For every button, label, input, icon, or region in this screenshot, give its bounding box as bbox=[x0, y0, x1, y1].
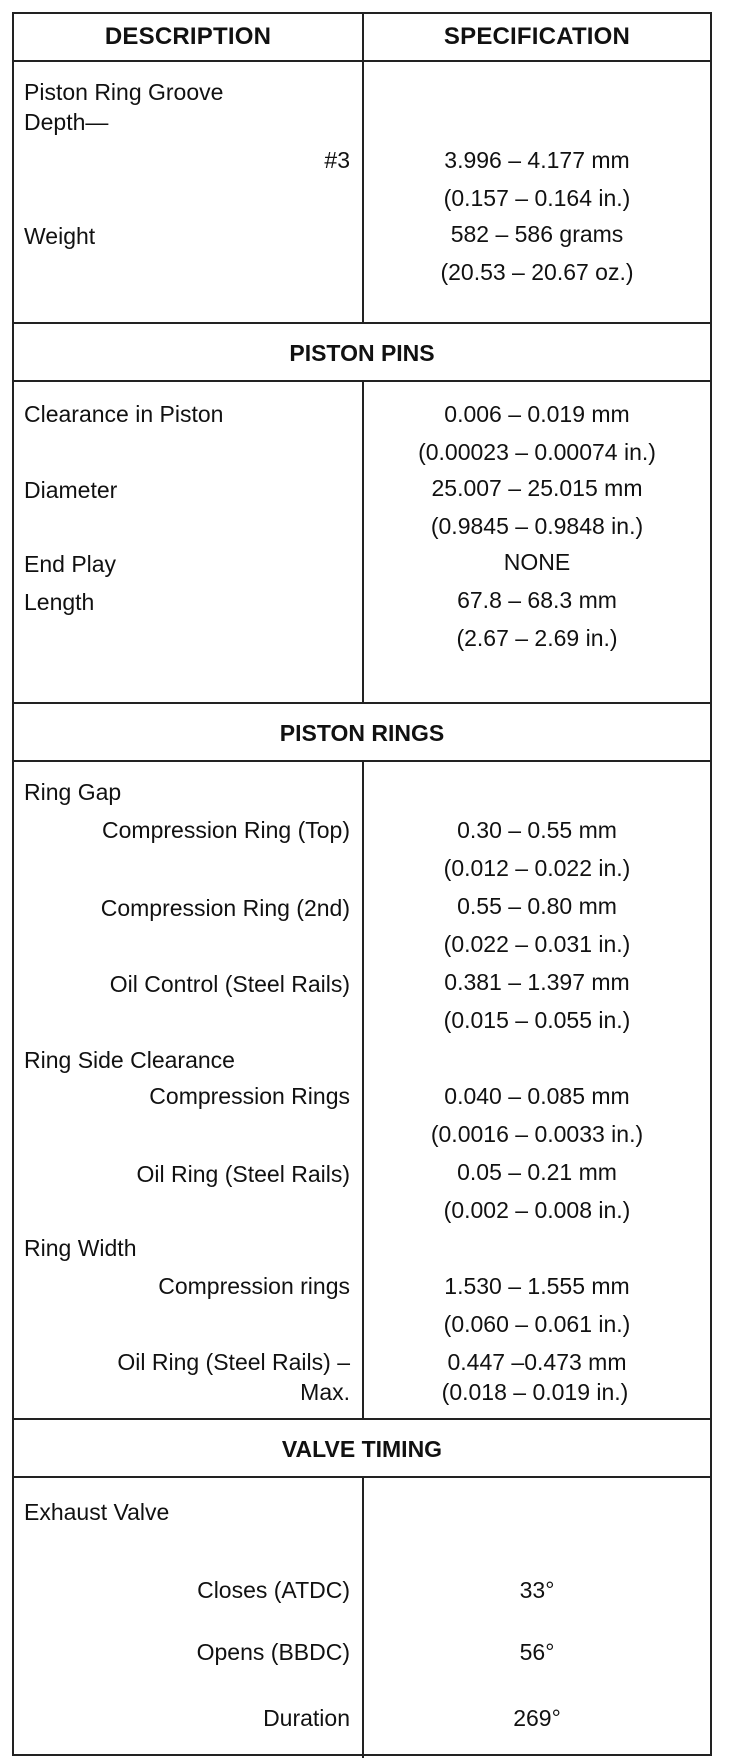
value-side-oil-in: (0.002 – 0.008 in.) bbox=[443, 1197, 631, 1223]
row-label-duration: Duration bbox=[263, 1705, 350, 1731]
row-label-comp-top: Compression Ring (Top) bbox=[102, 817, 350, 843]
row-label-ring-side-clearance: Ring Side Clearance bbox=[24, 1047, 235, 1073]
row-label-width-oil-max: Max. bbox=[300, 1379, 350, 1405]
row-label-side-oil: Oil Ring (Steel Rails) bbox=[136, 1161, 350, 1187]
value-groove-in: (0.157 – 0.164 in.) bbox=[443, 185, 631, 211]
row-label-closes: Closes (ATDC) bbox=[197, 1577, 350, 1603]
row-label-side-comp: Compression Rings bbox=[149, 1083, 350, 1109]
row-label-comp-2nd: Compression Ring (2nd) bbox=[100, 895, 350, 921]
value-side-comp-mm: 0.040 – 0.085 mm bbox=[444, 1083, 630, 1109]
value-end-play: NONE bbox=[503, 549, 571, 575]
row-label-groove-depth: Depth— bbox=[24, 109, 109, 135]
header-rule bbox=[14, 60, 710, 62]
value-width-oil-in-visible: (0.018 – 0.019 in.) bbox=[441, 1379, 629, 1405]
section-title-piston-pins: PISTON PINS bbox=[289, 339, 435, 366]
value-diameter-in: (0.9845 – 0.9848 in.) bbox=[430, 513, 644, 539]
value-weight-grams: 582 – 586 grams bbox=[450, 221, 624, 247]
row-label-ring-gap: Ring Gap bbox=[24, 779, 122, 805]
row-label-length: Length bbox=[24, 589, 95, 615]
row-label-weight: Weight bbox=[24, 223, 96, 249]
value-side-oil-mm: 0.05 – 0.21 mm bbox=[457, 1159, 617, 1185]
value-width-oil-mm: 0.447 –0.473 mm bbox=[447, 1349, 627, 1375]
section-title-valve-timing: VALVE TIMING bbox=[281, 1435, 443, 1462]
value-clearance-in: (0.00023 – 0.00074 in.) bbox=[418, 439, 656, 465]
value-length-mm: 67.8 – 68.3 mm bbox=[457, 587, 617, 613]
row-label-opens: Opens (BBDC) bbox=[196, 1639, 350, 1665]
value-clearance-mm: 0.006 – 0.019 mm bbox=[444, 401, 630, 427]
value-length-in: (2.67 – 2.69 in.) bbox=[456, 625, 618, 651]
row-label-end-play: End Play bbox=[24, 551, 117, 577]
row-label-exhaust-valve: Exhaust Valve bbox=[24, 1499, 170, 1525]
value-comp-top-in: (0.012 – 0.022 in.) bbox=[443, 855, 631, 881]
value-closes: 33° bbox=[519, 1577, 555, 1603]
value-oil-control-in: (0.015 – 0.055 in.) bbox=[443, 1007, 631, 1033]
column-divider bbox=[362, 380, 364, 702]
row-label-diameter: Diameter bbox=[24, 477, 118, 503]
spec-table bbox=[12, 12, 712, 1756]
row-label-width-oil: Oil Ring (Steel Rails) – bbox=[117, 1349, 350, 1375]
value-side-comp-in: (0.0016 – 0.0033 in.) bbox=[430, 1121, 644, 1147]
column-header-description: DESCRIPTION bbox=[104, 23, 272, 50]
value-comp-2nd-mm: 0.55 – 0.80 mm bbox=[457, 893, 617, 919]
row-label-oil-control: Oil Control (Steel Rails) bbox=[109, 971, 350, 997]
value-comp-top-mm: 0.30 – 0.55 mm bbox=[457, 817, 617, 843]
value-width-comp-mm: 1.530 – 1.555 mm bbox=[444, 1273, 630, 1299]
row-label-groove: Piston Ring Groove bbox=[24, 79, 224, 105]
value-diameter-mm: 25.007 – 25.015 mm bbox=[431, 475, 643, 501]
value-groove-mm: 3.996 – 4.177 mm bbox=[444, 147, 630, 173]
row-label-ring-width: Ring Width bbox=[24, 1235, 137, 1261]
column-header-specification: SPECIFICATION bbox=[443, 23, 631, 50]
value-width-comp-in: (0.060 – 0.061 in.) bbox=[443, 1311, 631, 1337]
row-label-width-comp: Compression rings bbox=[158, 1273, 350, 1299]
row-label-groove-sub: #3 bbox=[324, 147, 350, 173]
value-oil-control-mm: 0.381 – 1.397 mm bbox=[444, 969, 630, 995]
section-title-piston-rings: PISTON RINGS bbox=[279, 719, 445, 746]
value-weight-oz: (20.53 – 20.67 oz.) bbox=[440, 259, 634, 285]
value-duration: 269° bbox=[513, 1705, 561, 1731]
value-opens: 56° bbox=[519, 1639, 555, 1665]
row-label-clearance: Clearance in Piston bbox=[24, 401, 224, 427]
value-comp-2nd-in: (0.022 – 0.031 in.) bbox=[443, 931, 631, 957]
